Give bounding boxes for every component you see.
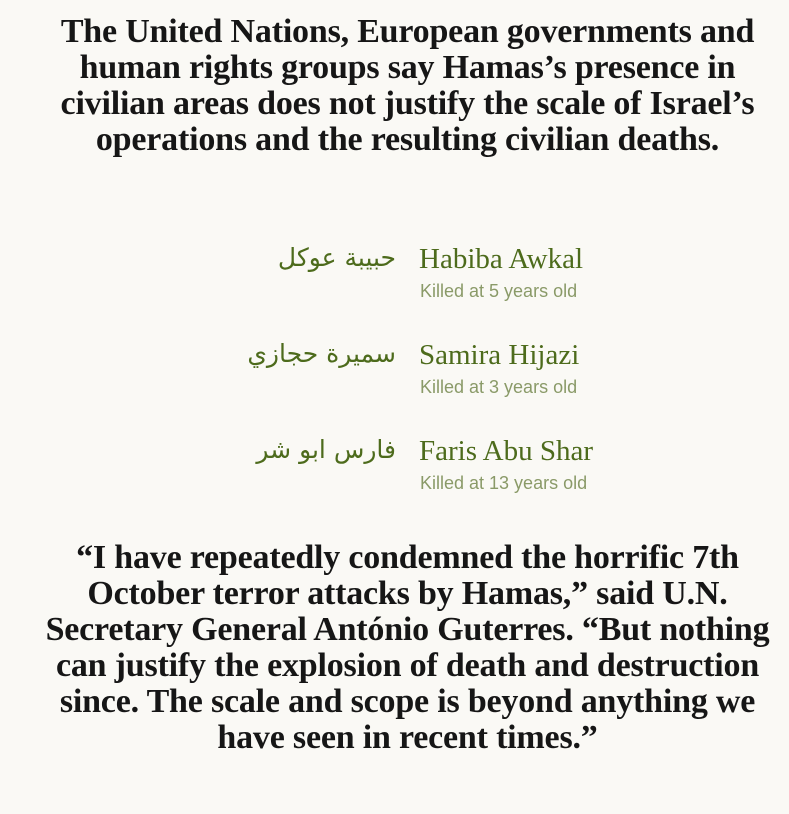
- intro-paragraph: The United Nations, European governments and human rights groups say Hamas’s presence in civilian areas does not justify the scale of Israel’s operations and the resulting civilian deaths.: [60, 13, 755, 158]
- victim-age: Killed at 5 years old: [420, 281, 578, 301]
- victim-list: [0, 240, 789, 528]
- guterres-quote: “I have repeatedly condemned the horrific 7th October terror attacks by Hamas,” said U.N. Secretary General António Guterres. “But nothing can justify the explosion of death and destruction since. The scale and scope is beyond anything we have seen in recent times.”: [45, 539, 770, 756]
- victim-arabic-name: فارس ابو شر: [256, 435, 396, 464]
- victim-entry: [0, 240, 789, 336]
- victim-age: Killed at 3 years old: [420, 377, 578, 397]
- victim-arabic-name: سميرة حجازي: [247, 339, 396, 368]
- victim-english-name: Faris Abu Shar: [419, 435, 593, 467]
- victim-arabic-name: حبيبة عوكل: [277, 243, 396, 272]
- victim-english-name: Habiba Awkal: [419, 243, 584, 275]
- victim-entry: [0, 432, 789, 528]
- victim-entry: [0, 336, 789, 432]
- victim-age: Killed at 13 years old: [420, 473, 588, 493]
- victim-english-name: Samira Hijazi: [419, 339, 580, 371]
